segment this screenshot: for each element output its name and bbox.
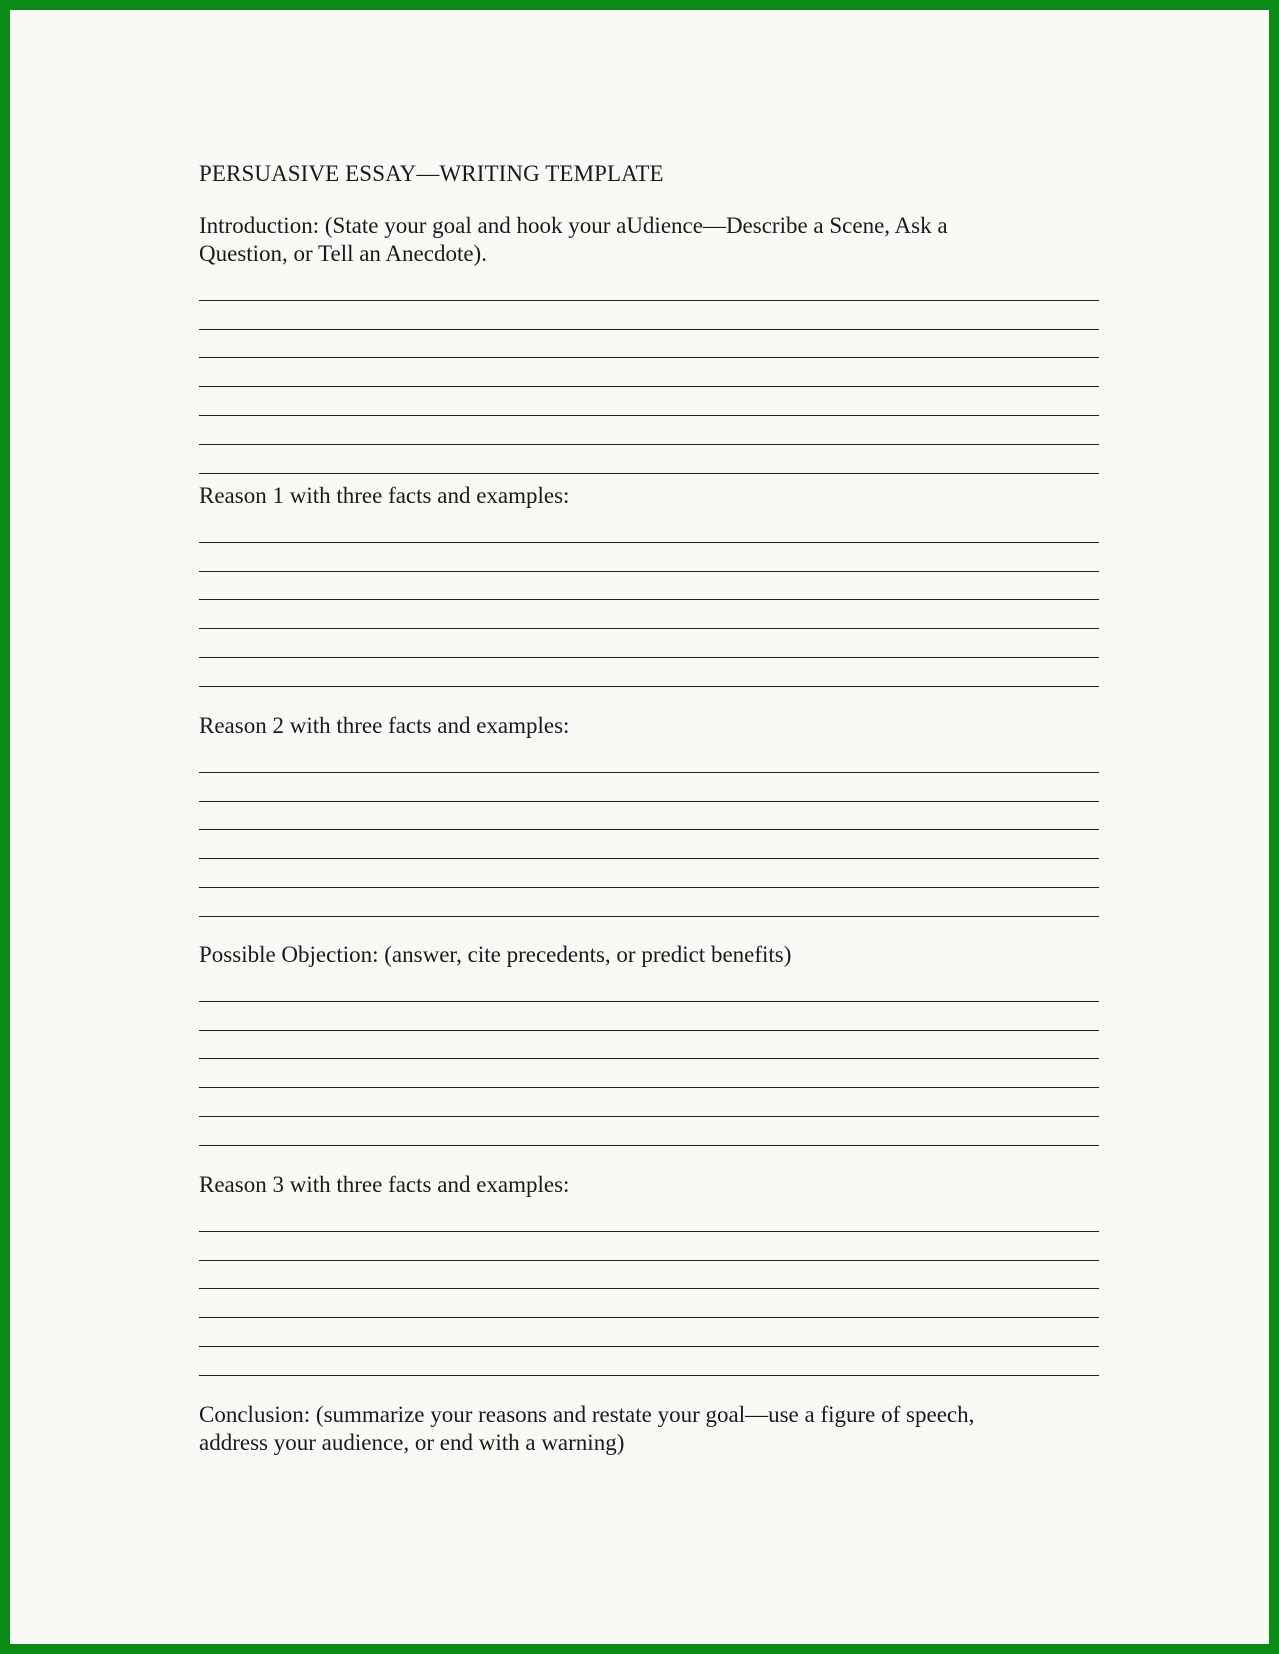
document-title: PERSUASIVE ESSAY—WRITING TEMPLATE <box>199 161 664 186</box>
section-heading-reason-1: Reason 1 with three facts and examples: <box>199 483 570 508</box>
writing-line[interactable] <box>199 416 1099 445</box>
writing-line[interactable] <box>199 1031 1099 1060</box>
writing-lines-introduction[interactable] <box>199 272 1099 474</box>
writing-line[interactable] <box>199 572 1099 601</box>
writing-line[interactable] <box>199 272 1099 301</box>
section-reason-3 <box>199 1171 1099 1376</box>
section-possible-objection <box>199 941 1099 1146</box>
writing-line[interactable] <box>199 301 1099 330</box>
section-heading-conclusion-line2: address your audience, or end with a warning) <box>199 1430 625 1455</box>
writing-line[interactable] <box>199 1318 1099 1347</box>
writing-line[interactable] <box>199 543 1099 572</box>
writing-line[interactable] <box>199 1232 1099 1261</box>
section-heading-reason-2: Reason 2 with three facts and examples: <box>199 713 570 738</box>
writing-line[interactable] <box>199 1088 1099 1117</box>
writing-line[interactable] <box>199 802 1099 831</box>
writing-line[interactable] <box>199 445 1099 474</box>
writing-lines-reason-2[interactable] <box>199 744 1099 917</box>
writing-line[interactable] <box>199 658 1099 687</box>
writing-line[interactable] <box>199 830 1099 859</box>
document-content <box>199 160 1099 1455</box>
section-heading-introduction-line2: Question, or Tell an Anecdote). <box>199 241 487 266</box>
writing-lines-reason-3[interactable] <box>199 1203 1099 1376</box>
section-heading-reason-3: Reason 3 with three facts and examples: <box>199 1172 570 1197</box>
writing-line[interactable] <box>199 859 1099 888</box>
writing-lines-possible-objection[interactable] <box>199 973 1099 1146</box>
writing-line[interactable] <box>199 1347 1099 1376</box>
writing-line[interactable] <box>199 773 1099 802</box>
writing-line[interactable] <box>199 973 1099 1002</box>
writing-line[interactable] <box>199 1059 1099 1088</box>
writing-lines-reason-1[interactable] <box>199 514 1099 687</box>
section-reason-2 <box>199 712 1099 917</box>
section-reason-1 <box>199 482 1099 687</box>
writing-line[interactable] <box>199 514 1099 543</box>
writing-line[interactable] <box>199 1289 1099 1318</box>
writing-line[interactable] <box>199 744 1099 773</box>
writing-line[interactable] <box>199 358 1099 387</box>
writing-line[interactable] <box>199 387 1099 416</box>
section-introduction <box>199 212 1099 474</box>
writing-line[interactable] <box>199 330 1099 359</box>
writing-line[interactable] <box>199 1203 1099 1232</box>
section-heading-introduction: Introduction: (State your goal and hook your aUdience—Describe a Scene, Ask a <box>199 213 948 238</box>
writing-line[interactable] <box>199 1002 1099 1031</box>
writing-line[interactable] <box>199 600 1099 629</box>
writing-line[interactable] <box>199 629 1099 658</box>
section-heading-possible-objection: Possible Objection: (answer, cite precedents, or predict benefits) <box>199 942 792 967</box>
section-heading-conclusion: Conclusion: (summarize your reasons and restate your goal—use a figure of speech, <box>199 1402 975 1427</box>
section-conclusion <box>199 1401 1099 1457</box>
writing-line[interactable] <box>199 888 1099 917</box>
writing-line[interactable] <box>199 1261 1099 1290</box>
writing-line[interactable] <box>199 1117 1099 1146</box>
